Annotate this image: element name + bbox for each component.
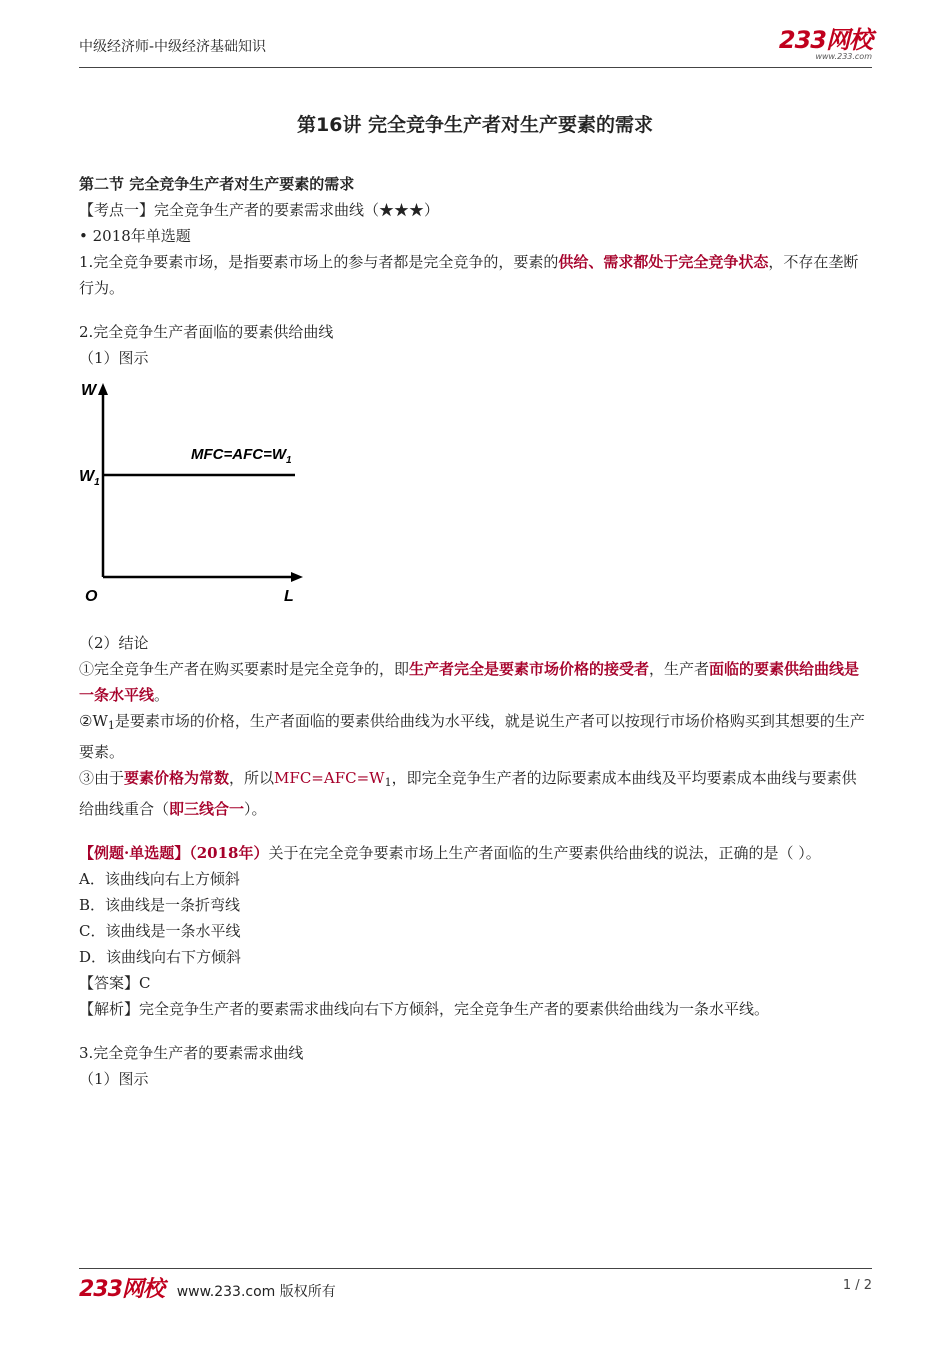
conclusion-1 [79, 656, 871, 708]
spacer [79, 301, 871, 319]
option-c: C．该曲线是一条水平线 [79, 922, 241, 940]
answer: 【答案】C [79, 974, 151, 992]
footer-divider [79, 1268, 872, 1269]
spacer [79, 1022, 871, 1040]
text: 。 [154, 686, 170, 704]
page-title: 第16讲 完全竞争生产者对生产要素的需求 [296, 114, 654, 136]
footer-copyright: www.233.com 版权所有 [176, 1284, 336, 1300]
section-heading: 第二节 完全竞争生产者对生产要素的需求 [79, 175, 355, 193]
example-tag: 【例题·单选题】（2018年） [79, 844, 269, 862]
text: ③由于 [79, 769, 125, 787]
origin-label: O [85, 588, 98, 605]
highlight: 即三线合一 [169, 800, 245, 818]
formula: MFC=AFC=W [274, 769, 385, 787]
w1-label: $W_1$ [79, 468, 100, 488]
example-question [79, 840, 871, 866]
footer-logo[interactable]: 233网校 [79, 1277, 164, 1302]
text: ，即完全竞争生产者的边际要素成本曲线及平均要素成本曲线与要素供给曲线重合（ [79, 769, 857, 818]
text: 是要素市场的价格，生产者面临的要素供给曲线为水平线，就是说生产者可以按现行市场价格购买到其想要的生产要素。 [79, 712, 865, 761]
header-title: 中级经济师-中级经济基础知识 [79, 39, 267, 55]
curve-label: $MFC=AFC=W_1$ [191, 446, 292, 466]
highlight: 生产者完全是要素市场价格的接受者 [409, 660, 650, 678]
y-axis-arrow [98, 383, 108, 395]
page-number: 1 / 2 [842, 1278, 872, 1293]
option-d: D．该曲线向右下方倾斜 [79, 948, 242, 966]
text: ，不存在垄断行为。 [79, 253, 859, 297]
highlight: 供给、需求都处于完全竞争状态 [558, 253, 769, 271]
x-axis-arrow [291, 572, 303, 582]
question-text: 关于在完全竞争要素市场上生产者面临的生产要素供给曲线的说法，正确的是（ ）。 [268, 844, 821, 862]
text: 1.完全竞争要素市场，是指要素市场上的参与者都是完全竞争的，要素的 [79, 253, 559, 271]
x-axis-label: L [284, 588, 294, 605]
option-b: B．该曲线是一条折弯线 [79, 896, 241, 914]
paragraph-1 [79, 249, 871, 301]
text: ）。 [244, 800, 267, 818]
conclusion-3 [79, 765, 871, 822]
highlight: 要素价格为常数 [124, 769, 230, 787]
analysis: 【解析】完全竞争生产者的要素需求曲线向右下方倾斜，完全竞争生产者的要素供给曲线为一条水平线。 [79, 1000, 770, 1018]
exam-year-bullet: • 2018年单选题 [79, 227, 191, 245]
text: ①完全竞争生产者在购买要素时是完全竞争的，即 [79, 660, 410, 678]
logo-url: www.233.com [815, 52, 872, 61]
supply-curve-graph [79, 379, 319, 614]
text: ，所以 [229, 769, 275, 787]
brand-logo[interactable] [779, 28, 872, 61]
highlight: 面临的要素供给曲线是一条水平线 [79, 660, 860, 704]
part3-title: 3.完全竞争生产者的要素需求曲线 [79, 1044, 304, 1062]
footer [79, 1272, 872, 1300]
header-divider [79, 67, 872, 68]
text: ，生产者 [649, 660, 710, 678]
y-axis-label: W [81, 382, 97, 399]
spacer [79, 822, 871, 840]
paragraph-2: 2.完全竞争生产者面临的要素供给曲线 [79, 323, 334, 341]
conclusion-2 [79, 708, 871, 765]
paragraph-2-2: （2）结论 [79, 634, 149, 652]
text: ②W [79, 712, 108, 730]
document-body [79, 171, 871, 1092]
subscript: 1 [384, 776, 392, 789]
option-a: A．该曲线向右上方倾斜 [79, 870, 240, 888]
part3-sub: （1）图示 [79, 1070, 149, 1088]
subscript: 1 [107, 719, 115, 732]
paragraph-2-1: （1）图示 [79, 349, 149, 367]
logo-text: 233网校 [778, 26, 872, 54]
kaodian-heading: 【考点一】完全竞争生产者的要素需求曲线（★★★） [79, 201, 440, 219]
